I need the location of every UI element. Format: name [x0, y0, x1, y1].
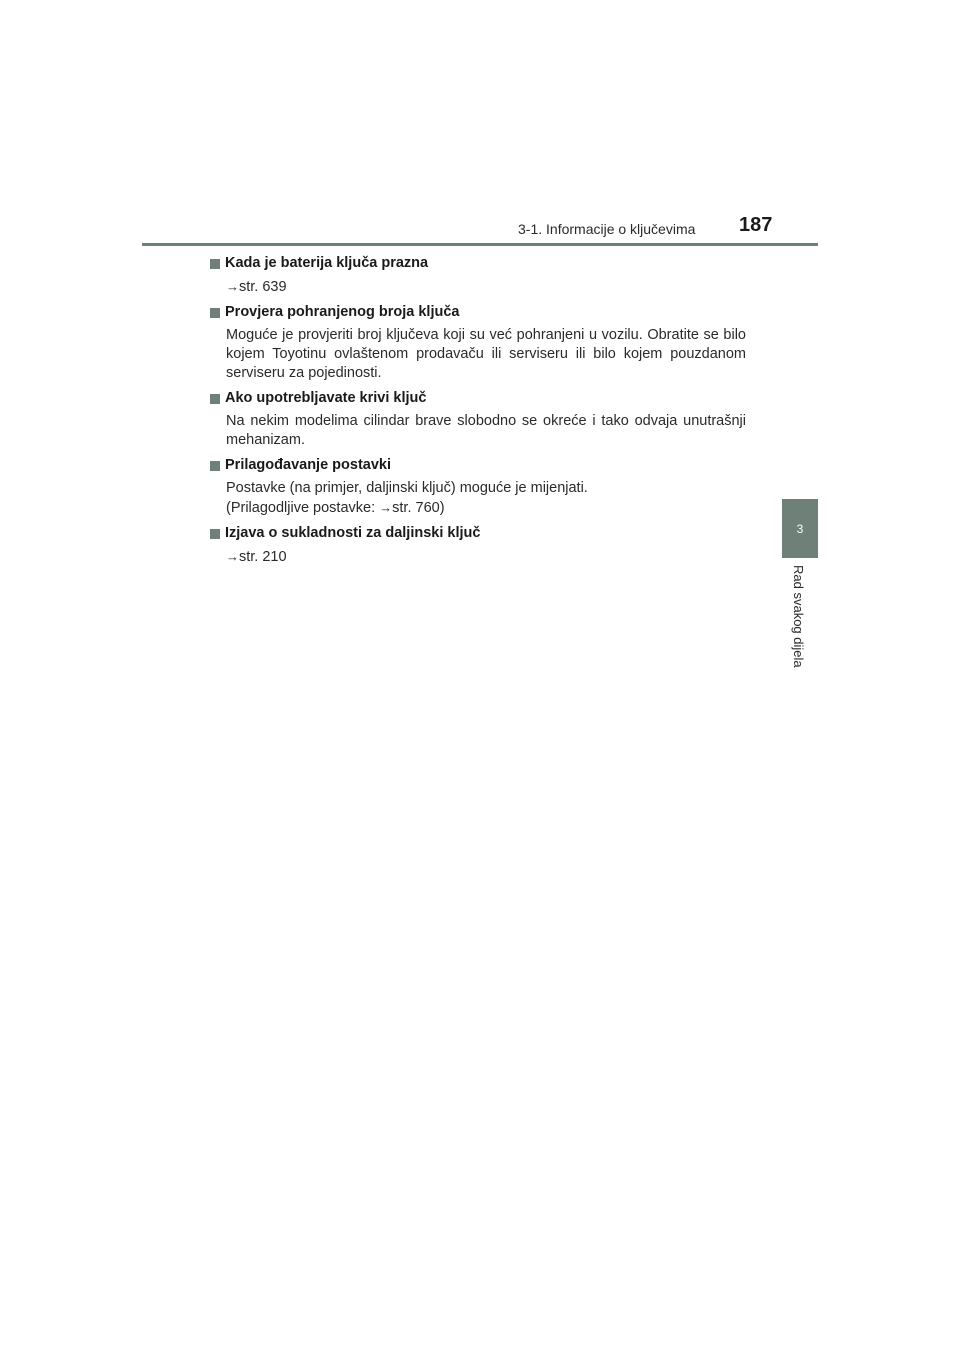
section-heading	[210, 524, 746, 543]
section-declaration	[210, 524, 746, 567]
paragraph: Na nekim modelima cilindar brave slobodno se okreće i tako odvaja unutrašnji mehanizam.	[226, 413, 746, 448]
section-key-count	[210, 303, 746, 383]
heading-text: Izjava o sukladnosti za daljinski ključ	[225, 525, 481, 541]
page-reference[interactable]	[210, 547, 746, 567]
header-divider	[142, 243, 818, 246]
reference-text: str. 639	[239, 279, 287, 295]
page-number: 187	[739, 214, 773, 236]
arrow-right-icon: →	[379, 500, 393, 515]
chapter-number: 3	[796, 521, 804, 536]
section-customization	[210, 456, 746, 518]
page-reference[interactable]	[210, 498, 746, 518]
square-bullet-icon	[210, 529, 220, 539]
header-section-title: 3-1. Informacije o ključevima	[518, 221, 696, 237]
square-bullet-icon	[210, 394, 220, 404]
section-heading	[210, 254, 746, 273]
square-bullet-icon	[210, 461, 220, 471]
page-reference[interactable]	[210, 277, 746, 297]
square-bullet-icon	[210, 259, 220, 269]
heading-text: Provjera pohranjenog broja ključa	[225, 304, 460, 320]
paragraph: Moguće je provjeriti broj ključeva koji su već pohranjeni u vozilu. Obratite se bilo kojem Toyotinu ovlaštenom prodavaču ili serviseru ili bilo kojem pouzdanom serviseru za pojedinosti.	[226, 327, 746, 381]
section-dead-battery	[210, 254, 746, 297]
square-bullet-icon	[210, 308, 220, 318]
paragraph: Postavke (na primjer, daljinski ključ) moguće je mijenjati.	[226, 480, 588, 496]
heading-text: Ako upotrebljavate krivi ključ	[225, 390, 427, 406]
heading-text: Prilagođavanje postavki	[225, 457, 392, 473]
reference-text: str. 760)	[392, 500, 445, 516]
arrow-right-icon: →	[226, 549, 239, 564]
section-wrong-key	[210, 389, 746, 450]
chapter-tab[interactable]	[782, 499, 818, 558]
arrow-right-icon: →	[226, 279, 239, 294]
content-area	[210, 254, 746, 573]
section-heading	[210, 303, 746, 322]
reference-text: str. 210	[239, 549, 287, 565]
chapter-title: Rad svakog dijela	[791, 565, 806, 668]
reference-prefix: (Prilagodljive postavke:	[226, 500, 380, 516]
section-heading	[210, 456, 746, 475]
section-heading	[210, 389, 746, 408]
heading-text: Kada je baterija ključa prazna	[225, 255, 429, 271]
